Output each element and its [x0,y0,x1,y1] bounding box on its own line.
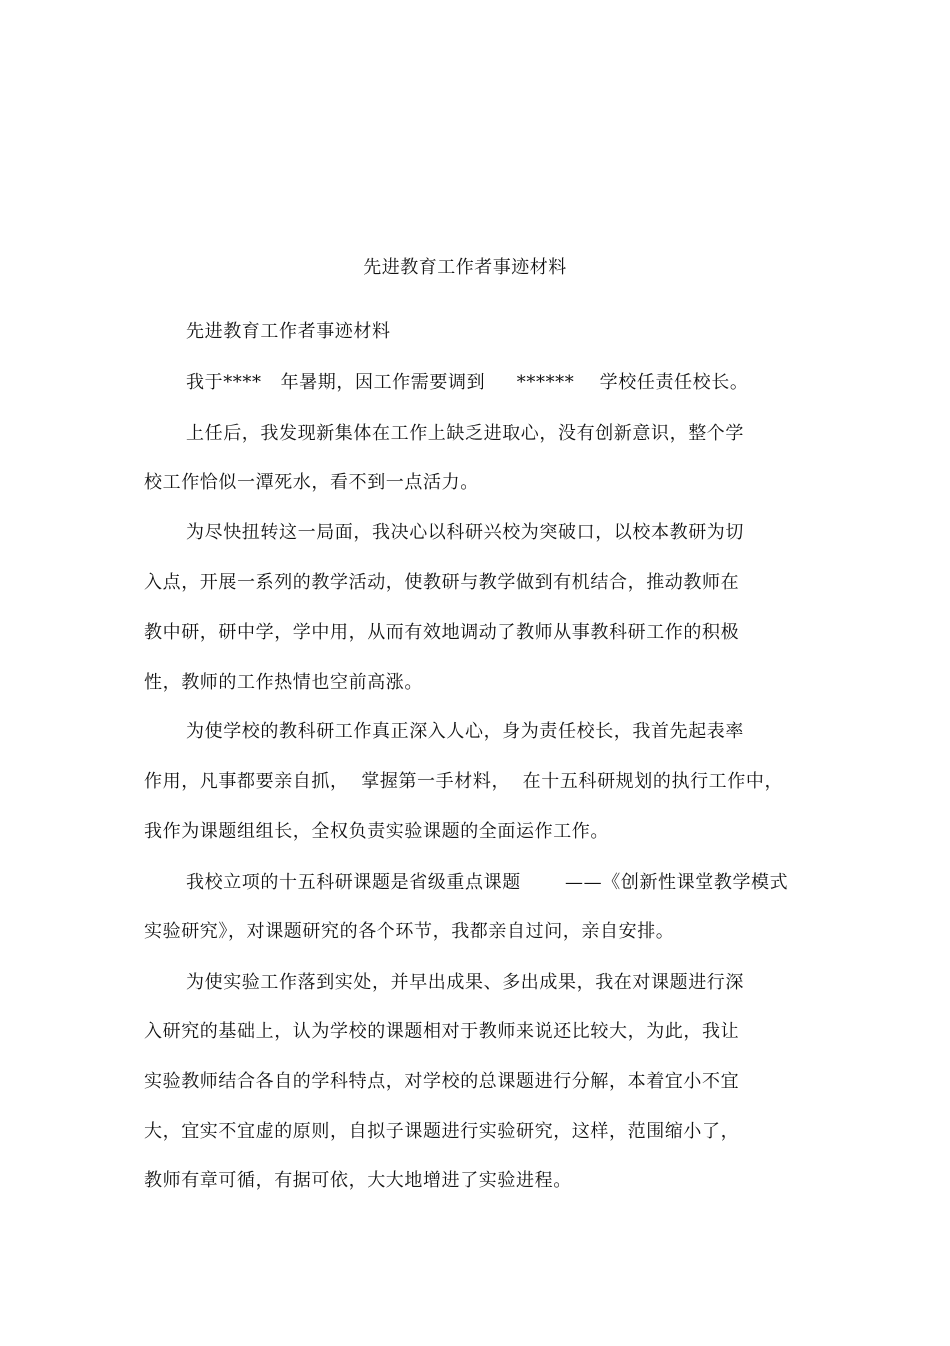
paragraph-line: 大，宜实不宜虚的原则，自拟子课题进行实验研究，这样，范围缩小了， [144,1121,740,1142]
paragraph-line: 性，教师的工作热情也空前高涨。 [144,672,423,693]
document-title: 先进教育工作者事迹材料 [363,257,567,278]
paragraph-line: 入点，开展一系列的教学活动，使教研与教学做到有机结合，推动教师在 [144,572,740,593]
paragraph-line: 作用，凡事都要亲自抓， 掌握第一手材料， 在十五科研规划的执行工作中， [144,771,784,792]
paragraph-line: 我于**** 年暑期，因工作需要调到 ****** 学校任责任校长。 [186,372,749,393]
paragraph-line: 教中研，研中学，学中用，从而有效地调动了教师从事教科研工作的积极 [144,622,740,643]
paragraph-line: 为使实验工作落到实处，并早出成果、多出成果，我在对课题进行深 [186,972,744,993]
paragraph-line: 实验教师结合各自的学科特点，对学校的总课题进行分解，本着宜小不宜 [144,1071,740,1092]
paragraph-line: 我作为课题组组长，全权负责实验课题的全面运作工作。 [144,821,609,842]
paragraph-line: 我校立项的十五科研课题是省级重点课题 ——《创新性课堂教学模式 [186,872,789,893]
paragraph-line: 为使学校的教科研工作真正深入人心，身为责任校长，我首先起表率 [186,721,744,742]
paragraph-line: 校工作恰似一潭死水，看不到一点活力。 [144,472,479,493]
subtitle-line: 先进教育工作者事迹材料 [186,321,391,342]
paragraph-line: 为尽快扭转这一局面，我决心以科研兴校为突破口，以校本教研为切 [186,522,744,543]
paragraph-line: 实验研究》，对课题研究的各个环节，我都亲自过问，亲自安排。 [144,921,675,942]
paragraph-line: 上任后，我发现新集体在工作上缺乏进取心，没有创新意识，整个学 [186,423,744,444]
paragraph-line: 入研究的基础上，认为学校的课题相对于教师来说还比较大，为此，我让 [144,1021,740,1042]
paragraph-line: 教师有章可循，有据可依，大大地增进了实验进程。 [144,1170,572,1191]
